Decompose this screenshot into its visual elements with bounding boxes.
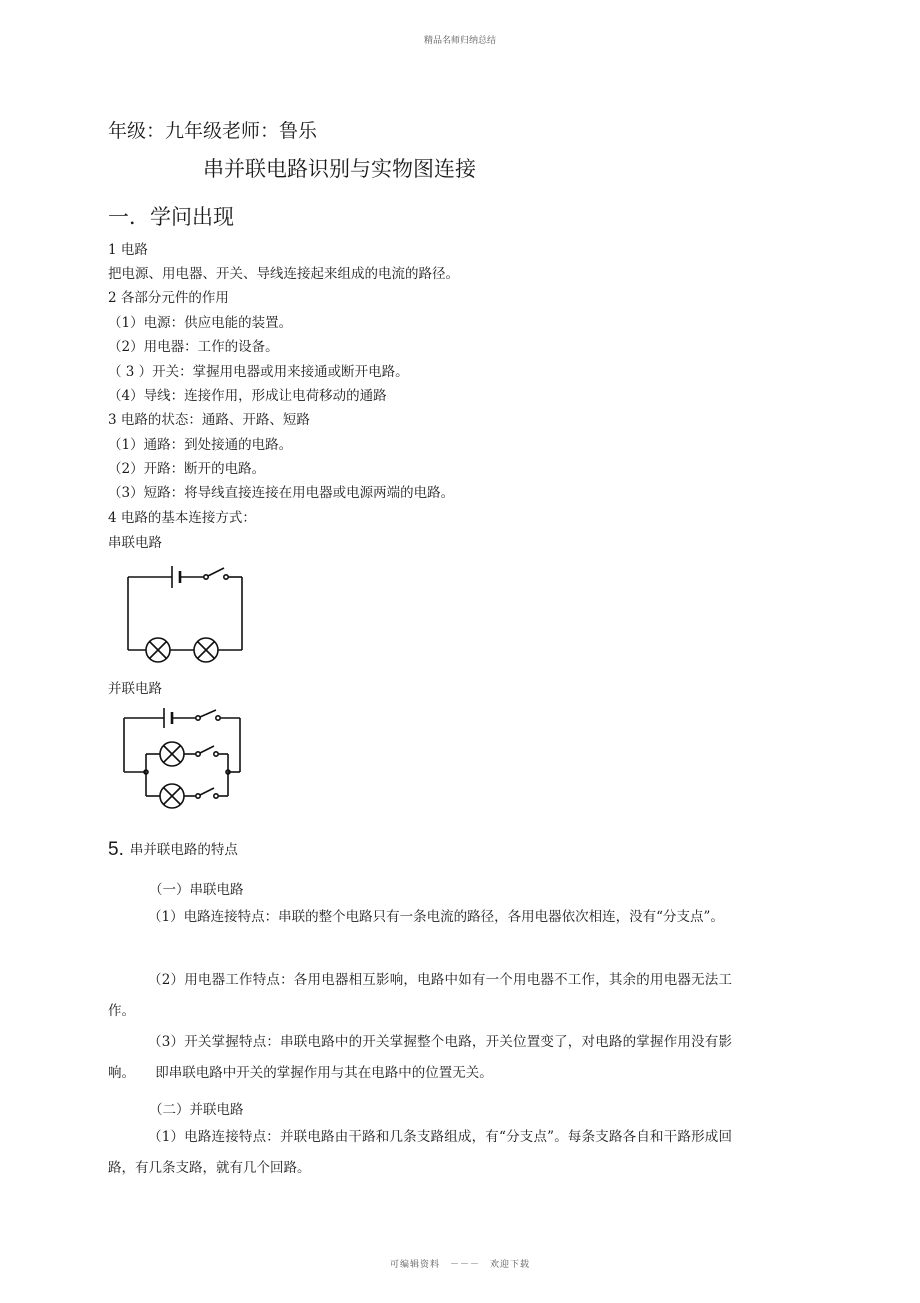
series-subheading: （一）串联电路 bbox=[149, 882, 244, 898]
parallel-circuit-diagram bbox=[112, 706, 262, 814]
item-3-heading: 3 电路的状态：通路、开路、短路 bbox=[108, 412, 310, 428]
component-switch: （ 3 ）开关：掌握用电器或用来接通或断开电路。 bbox=[108, 364, 409, 380]
grade-teacher-line: 年级：九年级老师：鲁乐 bbox=[108, 120, 318, 142]
state-short: （3）短路：将导线直接连接在用电器或电源两端的电路。 bbox=[108, 485, 455, 501]
parallel-circuit-label: 并联电路 bbox=[108, 681, 162, 697]
series-appliance-paragraph: （2）用电器工作特点：各用电器相互影响，电路中如有一个用电器不工作，其余的用电器无法工作。 bbox=[108, 972, 732, 1019]
document-title: 串并联电路识别与实物图连接 bbox=[203, 157, 476, 181]
state-closed: （1）通路：到处接通的电路。 bbox=[108, 437, 293, 453]
series-circuit-diagram bbox=[120, 560, 250, 665]
page-footer: 可编辑资料 －－－ 欢迎下载 bbox=[389, 1260, 530, 1270]
parallel-connection-paragraph: （1）电路连接特点：并联电路由干路和几条支路组成，有“分支点”。每条支路各自和干路形成回路，有几条支路，就有几个回路。 bbox=[108, 1129, 732, 1176]
item-1-heading: 1 电路 bbox=[108, 242, 148, 258]
section-5-number: 5. bbox=[108, 839, 124, 860]
circuit-definition: 把电源、用电器、开关、导线连接起来组成的电流的路径。 bbox=[108, 266, 459, 282]
parallel-subheading: （二）并联电路 bbox=[149, 1102, 244, 1118]
component-appliance: （2）用电器：工作的设备。 bbox=[108, 339, 279, 355]
section-1-heading: 一．学问出现 bbox=[108, 205, 234, 229]
component-power: （1）电源：供应电能的装置。 bbox=[108, 315, 293, 331]
section-5-heading bbox=[108, 838, 238, 861]
component-wire: （4）导线：连接作用，形成让电荷移动的通路 bbox=[108, 388, 387, 404]
item-2-heading: 2 各部分元件的作用 bbox=[108, 290, 229, 306]
series-circuit-label: 串联电路 bbox=[108, 535, 162, 551]
section-5-text: 串并联电路的特点 bbox=[129, 842, 238, 858]
series-connection-paragraph: （1）电路连接特点：串联的整个电路只有一条电流的路径，各用电器依次相连，没有“分支点”。 bbox=[148, 909, 724, 925]
item-4-heading: 4 电路的基本连接方式： bbox=[108, 510, 256, 526]
page-header: 精品名师归纳总结 bbox=[423, 36, 496, 46]
series-switch-paragraph: （3）开关掌握特点：串联电路中的开关掌握整个电路，开关位置变了，对电路的掌握作用没有影响。 即串联电路中开关的掌握作用与其在电路中的位置无关。 bbox=[108, 1034, 732, 1081]
state-open: （2）开路：断开的电路。 bbox=[108, 461, 266, 477]
